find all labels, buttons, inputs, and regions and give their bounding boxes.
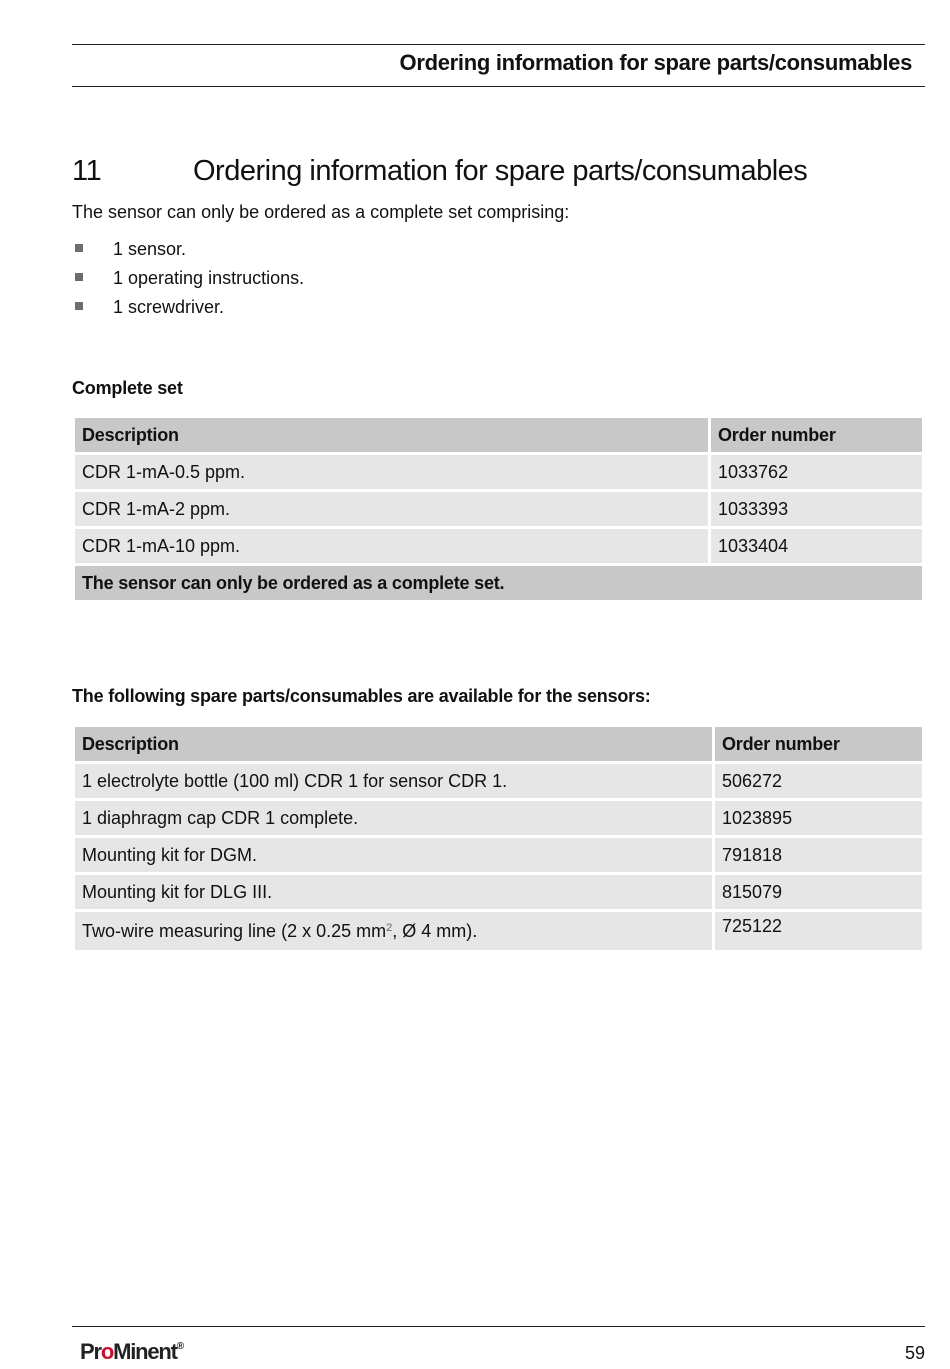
table-row bbox=[75, 838, 922, 872]
description-text-after: , Ø 4 mm). bbox=[392, 920, 478, 941]
table-header-row bbox=[75, 727, 922, 761]
prominent-logo: ProMinent® bbox=[80, 1339, 185, 1364]
complete-set-note: The sensor can only be ordered as a complete set. bbox=[75, 566, 922, 600]
order-number-cell: 791818 bbox=[715, 838, 922, 872]
table-row bbox=[75, 801, 922, 835]
header-bottom-rule bbox=[72, 86, 925, 87]
description-cell: CDR 1-mA-0.5 ppm. bbox=[75, 455, 708, 489]
header-top-rule bbox=[72, 44, 925, 45]
square-bullet-icon bbox=[75, 244, 83, 252]
table-row bbox=[75, 529, 922, 563]
description-cell: Mounting kit for DLG III. bbox=[75, 875, 712, 909]
list-item bbox=[72, 297, 304, 326]
order-number-cell: 506272 bbox=[715, 764, 922, 798]
table-header-row bbox=[75, 418, 922, 452]
column-header-order-number: Order number bbox=[715, 727, 922, 761]
complete-set-table bbox=[72, 415, 925, 603]
table-row bbox=[75, 764, 922, 798]
table-note-row bbox=[75, 566, 922, 600]
footer-rule bbox=[72, 1326, 925, 1327]
order-number-cell: 725122 bbox=[715, 912, 922, 950]
table-row bbox=[75, 875, 922, 909]
list-item bbox=[72, 268, 304, 297]
square-bullet-icon bbox=[75, 302, 83, 310]
spare-parts-heading: The following spare parts/consumables are available for the sensors: bbox=[72, 686, 651, 706]
description-cell: 1 diaphragm cap CDR 1 complete. bbox=[75, 801, 712, 835]
description-cell: Mounting kit for DGM. bbox=[75, 838, 712, 872]
description-text-before: Two-wire measuring line (2 x 0.25 mm bbox=[82, 920, 387, 941]
intro-text: The sensor can only be ordered as a complete set comprising: bbox=[72, 202, 570, 222]
description-cell: CDR 1-mA-2 ppm. bbox=[75, 492, 708, 526]
order-number-cell: 1033393 bbox=[711, 492, 922, 526]
set-contents-list bbox=[72, 239, 304, 326]
list-item-text: 1 operating instructions. bbox=[113, 268, 305, 288]
description-cell: CDR 1-mA-10 ppm. bbox=[75, 529, 708, 563]
table-row bbox=[75, 492, 922, 526]
order-number-cell: 815079 bbox=[715, 875, 922, 909]
description-cell: 1 electrolyte bottle (100 ml) CDR 1 for sensor CDR 1. bbox=[75, 764, 712, 798]
square-bullet-icon bbox=[75, 273, 83, 281]
running-header-title: Ordering information for spare parts/consumables bbox=[399, 50, 912, 75]
column-header-description: Description bbox=[75, 418, 708, 452]
table-row bbox=[75, 912, 922, 950]
description-cell bbox=[75, 912, 712, 950]
order-number-cell: 1023895 bbox=[715, 801, 922, 835]
chapter-number: 11 bbox=[72, 155, 102, 187]
order-number-cell: 1033404 bbox=[711, 529, 922, 563]
list-item-text: 1 sensor. bbox=[113, 239, 187, 259]
chapter-title: Ordering information for spare parts/consumables bbox=[193, 155, 808, 187]
page-number: 59 bbox=[904, 1343, 925, 1363]
column-header-order-number: Order number bbox=[711, 418, 922, 452]
complete-set-heading: Complete set bbox=[72, 378, 183, 398]
spare-parts-table bbox=[72, 724, 925, 953]
superscript-squared: 2 bbox=[386, 921, 393, 934]
column-header-description: Description bbox=[75, 727, 712, 761]
order-number-cell: 1033762 bbox=[711, 455, 922, 489]
list-item bbox=[72, 239, 304, 268]
list-item-text: 1 screwdriver. bbox=[113, 297, 225, 317]
table-row bbox=[75, 455, 922, 489]
